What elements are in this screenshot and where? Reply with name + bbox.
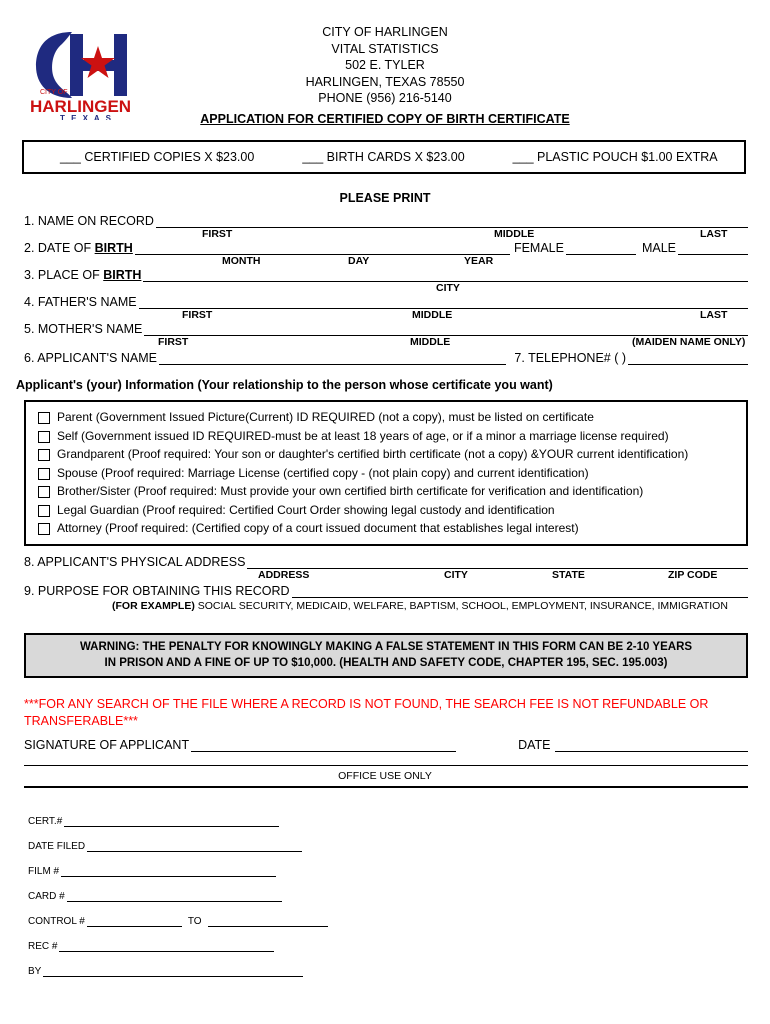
sublabels-physical-address xyxy=(24,569,748,582)
sublabels-date-of-birth xyxy=(24,255,748,268)
sublabels-mothers-name xyxy=(24,336,748,349)
checkbox-attorney[interactable] xyxy=(38,523,50,535)
checkbox-row-attorney[interactable] xyxy=(36,521,740,536)
input-fathers-name[interactable] xyxy=(139,295,748,309)
agency-line-5: PHONE (956) 216-5140 xyxy=(318,91,452,105)
sublabel-address: ADDRESS xyxy=(258,569,310,581)
sublabel-state: STATE xyxy=(552,569,585,581)
checkbox-grandparent[interactable] xyxy=(38,449,50,461)
agency-line-2: VITAL STATISTICS xyxy=(331,41,439,56)
sublabel-father-middle: MIDDLE xyxy=(412,309,453,321)
label-date-filed: DATE FILED xyxy=(28,841,86,852)
input-place-of-birth[interactable] xyxy=(143,268,748,282)
sublabel-last: LAST xyxy=(700,228,728,240)
label-signature: SIGNATURE OF APPLICANT xyxy=(24,738,190,752)
sublabel-day: DAY xyxy=(348,255,370,267)
field-physical-address[interactable] xyxy=(24,555,748,569)
label-cert-number: CERT.# xyxy=(28,816,63,827)
office-divider-bottom xyxy=(24,786,748,788)
office-divider-top xyxy=(24,765,748,766)
fee-plastic-pouch[interactable]: ___ PLASTIC POUCH $1.00 EXTRA xyxy=(512,150,718,164)
label-film-number: FILM # xyxy=(28,866,60,877)
sublabel-middle: MIDDLE xyxy=(494,228,535,240)
checkbox-row-legal-guardian[interactable] xyxy=(36,503,740,518)
svg-text:CITY OF: CITY OF xyxy=(40,89,68,96)
sublabel-year: YEAR xyxy=(464,255,494,267)
input-physical-address[interactable] xyxy=(247,555,748,569)
input-date-of-birth[interactable] xyxy=(135,241,510,255)
please-print-instruction: PLEASE PRINT xyxy=(339,191,431,205)
label-place-of-birth: 3. PLACE OF BIRTH xyxy=(24,268,142,282)
sublabels-fathers-name xyxy=(24,309,748,322)
fee-certified-copies[interactable]: ___ CERTIFIED COPIES X $23.00 xyxy=(60,150,255,164)
label-physical-address: 8. APPLICANT'S PHYSICAL ADDRESS xyxy=(24,555,246,569)
label-female: FEMALE xyxy=(513,241,564,255)
checkbox-brother-sister[interactable] xyxy=(38,486,50,498)
office-use-only-title: OFFICE USE ONLY xyxy=(338,770,432,782)
label-parent: Parent (Government Issued Picture(Current) ID REQUIRED (not a copy), must be listed on certificate xyxy=(57,410,594,424)
label-attorney: Attorney (Proof required: (Certified copy of a court issued document that establishes legal interest) xyxy=(57,521,579,535)
checkbox-legal-guardian[interactable] xyxy=(38,505,50,517)
checkbox-parent[interactable] xyxy=(38,412,50,424)
label-rec-number: REC # xyxy=(28,941,58,952)
label-card-number: CARD # xyxy=(28,891,65,902)
input-control-number-to[interactable] xyxy=(208,915,328,927)
checkbox-row-parent[interactable] xyxy=(36,410,740,425)
label-brother-sister: Brother/Sister (Proof required: Must provide your own certified birth certificate for verification and identification) xyxy=(57,484,644,498)
agency-line-3: 502 E. TYLER xyxy=(345,58,425,72)
label-fathers-name: 4. FATHER'S NAME xyxy=(24,295,137,309)
sublabel-zip: ZIP CODE xyxy=(668,569,718,581)
field-fathers-name[interactable] xyxy=(24,295,748,309)
relationship-checkbox-group xyxy=(24,400,748,546)
field-place-of-birth[interactable] xyxy=(24,268,748,282)
sublabel-first: FIRST xyxy=(202,228,233,240)
input-date-filed[interactable] xyxy=(87,840,302,852)
sublabel-month: MONTH xyxy=(222,255,261,267)
office-field-control[interactable] xyxy=(28,902,770,927)
purpose-example-prefix: (FOR EXAMPLE) xyxy=(112,600,195,612)
warning-line-1: WARNING: THE PENALTY FOR KNOWINGLY MAKING A FALSE STATEMENT IN THIS FORM CAN BE 2-10 YEARS xyxy=(79,641,693,653)
agency-line-4: HARLINGEN, TEXAS 78550 xyxy=(305,74,465,89)
label-spouse: Spouse (Proof required: Marriage License (certified copy - (not plain copy) and current identification) xyxy=(57,465,589,480)
office-field-cert[interactable] xyxy=(28,802,770,827)
input-applicants-name[interactable] xyxy=(159,351,506,365)
label-signature-date: DATE xyxy=(518,738,551,752)
input-mothers-name[interactable] xyxy=(144,322,748,336)
label-mothers-name: 5. MOTHER'S NAME xyxy=(24,322,143,336)
label-legal-guardian: Legal Guardian (Proof required: Certified Court Order showing legal custody and identification xyxy=(57,502,555,517)
office-field-card[interactable] xyxy=(28,877,770,902)
office-field-film[interactable] xyxy=(28,852,770,877)
input-rec-number[interactable] xyxy=(59,940,274,952)
office-field-by[interactable] xyxy=(28,952,770,977)
checkbox-row-grandparent[interactable] xyxy=(36,447,740,462)
purpose-example-list: SOCIAL SECURITY, MEDICAID, WELFARE, BAPTISM, SCHOOL, EMPLOYMENT, INSURANCE, IMMIGRATION xyxy=(194,600,728,612)
sublabel-city: CITY xyxy=(436,282,460,294)
field-date-of-birth[interactable] xyxy=(24,241,748,255)
form-header xyxy=(0,0,770,126)
sublabel-father-first: FIRST xyxy=(182,309,213,321)
label-male: MALE xyxy=(641,241,676,255)
label-applicants-name: 6. APPLICANT'S NAME xyxy=(24,351,157,365)
field-purpose[interactable] xyxy=(24,584,748,598)
input-purpose[interactable] xyxy=(292,584,748,598)
field-mothers-name[interactable] xyxy=(24,322,748,336)
input-telephone[interactable] xyxy=(628,351,748,365)
warning-box xyxy=(24,633,748,678)
warning-line-2: IN PRISON AND A FINE OF UP TO $10,000. (HEALTH AND SAFETY CODE, CHAPTER 195, SEC. 195.003) xyxy=(104,657,668,669)
label-self: Self (Government issued ID REQUIRED-must be at least 18 years of age, or if a minor a marriage license required) xyxy=(57,428,669,443)
office-use-fields xyxy=(28,802,770,977)
label-date-of-birth: 2. DATE OF BIRTH xyxy=(24,241,133,255)
sublabel-father-last: LAST xyxy=(700,309,728,321)
input-cert-number[interactable] xyxy=(64,815,279,827)
input-male-check[interactable] xyxy=(678,241,748,255)
checkbox-row-spouse[interactable] xyxy=(36,466,740,481)
signature-row[interactable] xyxy=(24,738,748,752)
page-title: APPLICATION FOR CERTIFIED COPY OF BIRTH CERTIFICATE xyxy=(200,112,570,126)
fee-birth-cards[interactable]: ___ BIRTH CARDS X $23.00 xyxy=(302,150,465,164)
sublabels-name-on-record xyxy=(24,228,748,241)
sublabel-mother-first: FIRST xyxy=(158,336,189,348)
label-telephone: 7. TELEPHONE# ( ) xyxy=(514,351,626,365)
purpose-examples xyxy=(24,600,748,612)
input-female-check[interactable] xyxy=(566,241,636,255)
checkbox-row-self[interactable] xyxy=(36,429,740,444)
sublabels-place-of-birth xyxy=(24,282,748,295)
agency-line-1: CITY OF HARLINGEN xyxy=(322,25,448,39)
checkbox-row-brother-sister[interactable] xyxy=(36,484,740,499)
input-by[interactable] xyxy=(43,965,303,977)
checkbox-self[interactable] xyxy=(38,431,50,443)
label-control-to: TO xyxy=(187,916,202,927)
input-card-number[interactable] xyxy=(67,890,282,902)
field-name-on-record[interactable] xyxy=(24,214,748,228)
field-applicant-name-and-telephone[interactable] xyxy=(24,351,748,365)
office-field-date-filed[interactable] xyxy=(28,827,770,852)
fee-options-box xyxy=(22,140,746,174)
office-field-rec[interactable] xyxy=(28,927,770,952)
form-fields xyxy=(24,214,748,365)
sublabel-address-city: CITY xyxy=(444,569,468,581)
label-name-on-record: 1. NAME ON RECORD xyxy=(24,214,154,228)
checkbox-spouse[interactable] xyxy=(38,468,50,480)
address-and-purpose xyxy=(24,555,748,612)
input-film-number[interactable] xyxy=(61,865,276,877)
applicant-info-heading: Applicant's (your) Information (Your relationship to the person whose certificate you want) xyxy=(16,378,553,392)
sublabel-maiden-name-only: (MAIDEN NAME ONLY) xyxy=(632,336,746,348)
input-name-on-record[interactable] xyxy=(156,214,748,228)
input-signature[interactable] xyxy=(191,738,456,752)
agency-address-block xyxy=(0,24,770,107)
svg-text:T E X A S: T E X A S xyxy=(60,114,113,120)
label-purpose: 9. PURPOSE FOR OBTAINING THIS RECORD xyxy=(24,584,290,598)
input-signature-date[interactable] xyxy=(555,738,749,752)
input-control-number-from[interactable] xyxy=(87,915,182,927)
label-control-number: CONTROL # xyxy=(28,916,85,927)
sublabel-mother-middle: MIDDLE xyxy=(410,336,451,348)
refund-notice: ***FOR ANY SEARCH OF THE FILE WHERE A RECORD IS NOT FOUND, THE SEARCH FEE IS NOT REFUNDABLE OR TRANSFERABLE*** xyxy=(24,697,709,728)
label-by: BY xyxy=(28,966,42,977)
svg-text:HARLINGEN: HARLINGEN xyxy=(30,97,132,116)
label-grandparent: Grandparent (Proof required: Your son or daughter's certified birth certificate (not a copy) &YOUR current identification) xyxy=(57,447,689,461)
